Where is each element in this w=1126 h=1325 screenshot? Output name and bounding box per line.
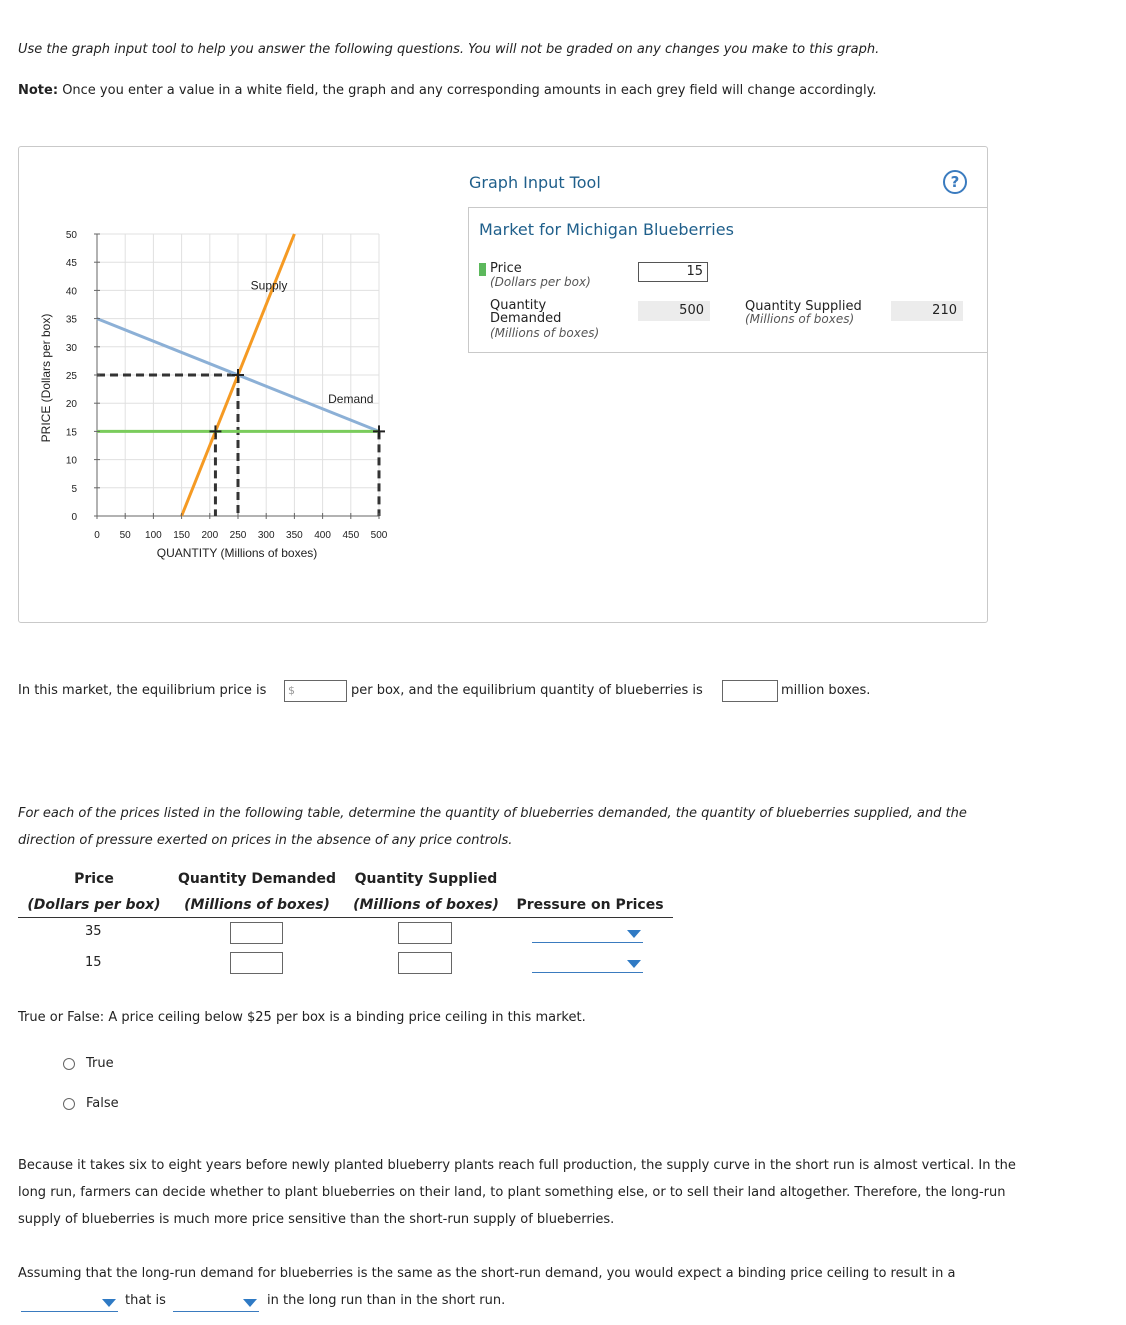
x-tick-label: 250 [229, 530, 247, 541]
long-run-paragraph: Because it takes six to eight years before newly planted blueberry plants reach full production, the supply curve in the short run is almost vertical. In the long run, farmers can decide whether to plant blueberries on their land, to plant something else, or to sell their land altogether. Therefore, the long-run supply of blueberries is much more price sensitive than the short-run supply of blueberries. [18, 1158, 1016, 1227]
chart-markers [209, 278, 385, 437]
eq-price-prefix: In this market, the equilibrium price is [18, 683, 267, 698]
x-tick-label: 500 [370, 530, 388, 541]
supply-label: Supply [250, 278, 288, 293]
qd-label-line1: Quantity [490, 298, 547, 313]
y-tick-label: 30 [65, 342, 77, 354]
row-price-35: 35 [85, 924, 102, 939]
help-icon[interactable]: ? [943, 170, 967, 194]
qd-label-line2: Demanded [490, 311, 562, 326]
x-tick-label: 200 [201, 530, 219, 541]
col-header-pressure: Pressure on Prices [516, 897, 664, 913]
x-tick-label: 100 [145, 530, 162, 541]
x-tick-label: 400 [314, 530, 331, 541]
x-tick-label: 150 [173, 530, 190, 541]
x-tick-label: 300 [257, 530, 275, 541]
y-tick-label: 25 [65, 371, 77, 382]
note-body: Once you enter a value in a white field, the graph and any corresponding amounts in each grey field will change accordingly. [62, 83, 877, 98]
table-instructions: For each of the prices listed in the following table, determine the quantity of blueberries demanded, the quantity of blueberries supplied, and the direction of pressure exerted on prices in the absence of any price controls. [18, 806, 967, 848]
x-tick-label: 50 [119, 530, 131, 541]
note-text [18, 83, 877, 98]
that-is-text: that is [125, 1293, 166, 1308]
shortage-size-dropdown[interactable] [21, 1294, 118, 1312]
col-header-price-sub: (Dollars per box) [27, 897, 161, 913]
quantity-supplied-label: Quantity Supplied [745, 299, 862, 314]
equilibrium-price-input[interactable]: $ [284, 680, 347, 702]
note-label: Note: [18, 83, 59, 98]
chart-ticks [66, 230, 388, 541]
price-swatch [479, 263, 486, 276]
y-tick-label: 5 [71, 483, 77, 495]
eq-quantity-suffix: million boxes. [781, 683, 871, 698]
x-tick-label: 0 [94, 530, 100, 541]
quantity-supplied-sublabel: (Millions of boxes) [745, 312, 855, 326]
quantity-demanded-label [490, 299, 561, 325]
y-tick-label: 0 [71, 512, 77, 523]
pressure-dropdown-15[interactable] [532, 955, 643, 973]
radio-true[interactable] [63, 1058, 75, 1070]
y-tick-label: 40 [65, 286, 77, 298]
chevron-down-icon [243, 1299, 257, 1307]
y-tick-label: 50 [65, 230, 77, 241]
market-title: Market for Michigan Blueberries [479, 220, 734, 239]
qd-input-35[interactable] [230, 922, 283, 944]
qd-input-15[interactable] [230, 952, 283, 974]
price-sublabel: (Dollars per box) [490, 275, 591, 289]
price-ceiling-question: True or False: A price ceiling below $25 per box is a binding price ceiling in this market. [18, 1010, 586, 1025]
radio-false[interactable] [63, 1098, 75, 1110]
y-tick-label: 10 [65, 455, 77, 467]
equilibrium-quantity-input[interactable] [722, 680, 778, 702]
quantity-supplied-field: 210 [891, 301, 963, 321]
pressure-dropdown-35[interactable] [532, 925, 643, 943]
col-header-price: Price [74, 871, 114, 887]
y-tick-label: 45 [65, 258, 77, 270]
row-price-15: 15 [85, 955, 102, 970]
col-header-qs: Quantity Supplied [354, 871, 498, 887]
chevron-down-icon [627, 960, 641, 968]
qs-input-35[interactable] [398, 922, 452, 944]
x-tick-label: 450 [342, 530, 360, 541]
quantity-demanded-sublabel: (Millions of boxes) [490, 326, 600, 340]
qs-input-15[interactable] [398, 952, 452, 974]
chevron-down-icon [627, 930, 641, 938]
long-run-end-text: in the long run than in the short run. [267, 1293, 506, 1308]
graph-canvas[interactable] [18, 146, 468, 586]
x-tick-label: 350 [286, 530, 303, 541]
col-header-qd: Quantity Demanded [177, 871, 337, 887]
col-header-qd-sub: (Millions of boxes) [184, 897, 330, 913]
x-axis-label: QUANTITY (Millions of boxes) [156, 546, 318, 560]
binding-ceiling-prompt: Assuming that the long-run demand for blueberries is the same as the short-run demand, you would expect a binding price ceiling to result in a [18, 1266, 956, 1281]
price-label: Price [490, 261, 522, 276]
demand-label: Demand [328, 392, 374, 407]
y-tick-label: 20 [65, 399, 77, 411]
y-tick-label: 15 [65, 427, 77, 439]
col-header-qs-sub: (Millions of boxes) [353, 897, 499, 913]
quantity-demanded-field: 500 [638, 301, 710, 321]
comparison-dropdown[interactable] [173, 1294, 259, 1312]
table-header-rule [18, 917, 673, 918]
y-tick-label: 35 [65, 314, 77, 326]
graph-input-tool-title: Graph Input Tool [469, 173, 601, 192]
price-field[interactable]: 15 [638, 262, 708, 282]
instruction-text: Use the graph input tool to help you answer the following questions. You will not be graded on any changes you make to this graph. [18, 42, 880, 57]
chevron-down-icon [102, 1299, 116, 1307]
radio-true-label[interactable]: True [86, 1056, 114, 1071]
radio-false-label[interactable]: False [86, 1096, 119, 1111]
y-axis-label: PRICE (Dollars per box) [39, 313, 53, 443]
eq-quantity-middle: per box, and the equilibrium quantity of blueberries is [351, 683, 703, 698]
